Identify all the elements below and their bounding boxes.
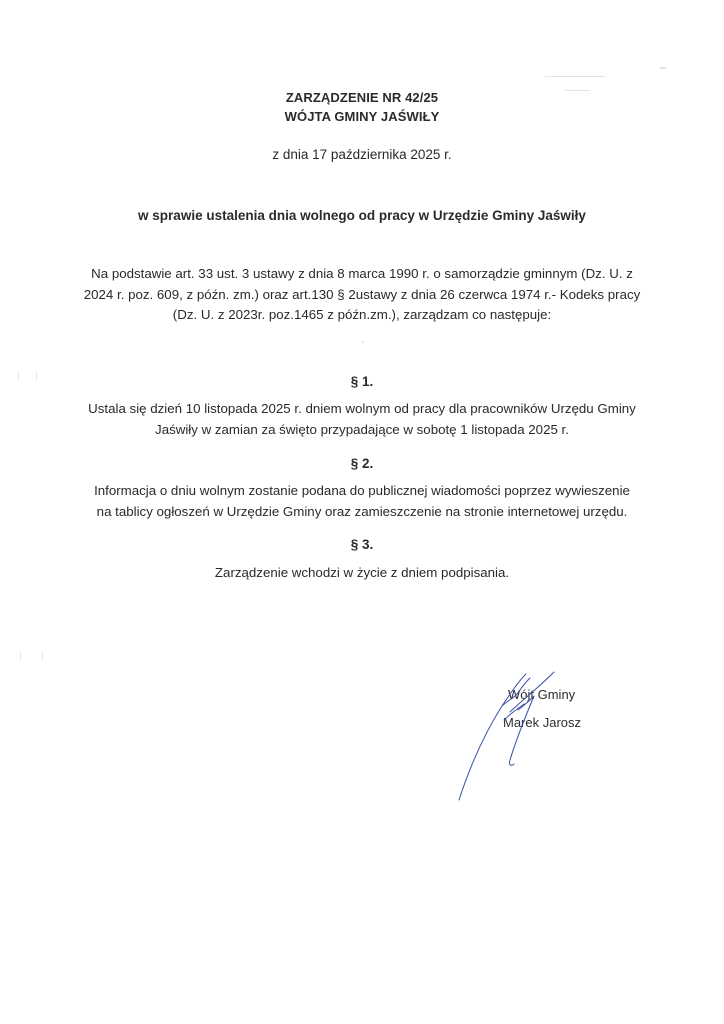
section-3-heading: § 3. [350, 537, 374, 552]
document-date: z dnia 17 października 2025 r. [272, 147, 452, 162]
preamble [0, 264, 724, 326]
section-line: na tablicy ogłoszeń w Urzędzie Gminy oraz zamieszczenie na stronie internetowej urzędu. [96, 503, 628, 519]
signature-name: Marek Jarosz [503, 715, 582, 730]
section-line: Informacja o dniu wolnym zostanie podana do publicznej wiadomości poprzez wywieszenie [94, 483, 630, 498]
section-1-heading: § 1. [350, 374, 374, 389]
signature-stroke [459, 674, 526, 800]
document-subject: w sprawie ustalenia dnia wolnego od pracy w Urzędzie Gminy Jaświły [138, 208, 586, 223]
signature-stroke [504, 704, 524, 720]
section-line: Zarządzenie wchodzi w życie z dniem podpisania. [214, 565, 510, 580]
signature-stroke [502, 678, 530, 706]
section-line: Ustala się dzień 10 listopada 2025 r. dniem wolnym od pracy dla pracowników Urzędu Gminy [88, 401, 636, 416]
section-2-body [0, 481, 724, 522]
scan-artifact [660, 67, 666, 69]
document-title-line1: ZARZĄDZENIE NR 42/25 [285, 90, 439, 105]
preamble-line: Na podstawie art. 33 ust. 3 ustawy z dnia 8 marca 1990 r. o samorządzie gminnym (Dz. U. z [91, 266, 633, 281]
signature-role: Wójt Gminy [508, 687, 576, 702]
section-line: Jaświły w zamian za święto przypadające w sobotę 1 listopada 2025 r. [155, 421, 569, 437]
section-2-heading: § 2. [350, 456, 374, 471]
signature-stroke [510, 672, 554, 712]
handwritten-signature [440, 660, 600, 810]
scan-artifact [362, 341, 364, 343]
scan-artifact [42, 652, 43, 660]
preamble-line: (Dz. U. z 2023r. poz.1465 z późn.zm.), zarządzam co następuje: [172, 307, 552, 322]
document-title-line2: WÓJTA GMINY JAŚWIŁY [284, 109, 440, 124]
scan-artifact [20, 652, 21, 660]
preamble-line: 2024 r. poz. 609, z późn. zm.) oraz art.130 § 2ustawy z dnia 26 czerwca 1974 r.- Kodeks pracy [83, 286, 641, 302]
scan-artifact [545, 76, 605, 77]
section-1-body [0, 399, 724, 440]
signature-stroke [509, 696, 534, 765]
section-3-body [0, 563, 724, 584]
